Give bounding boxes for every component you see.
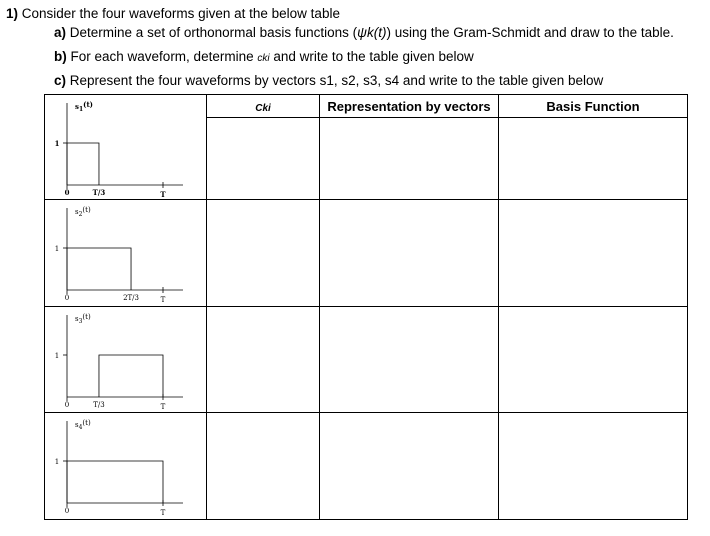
header-cki: Cki <box>207 95 320 118</box>
waveform-cell-3 <box>45 413 207 520</box>
part-a-text-after: ) using the Gram-Schmidt and draw to the table. <box>386 25 674 40</box>
y-axis-label: s1(t) <box>75 100 93 113</box>
waveform-plot <box>45 95 205 199</box>
part-b-label: b) <box>54 49 67 64</box>
basis-cell[interactable] <box>499 118 688 200</box>
part-a-symbol: ψk(t) <box>357 25 387 40</box>
pulse-line <box>99 355 163 397</box>
y-axis-label: s2(t) <box>75 206 91 218</box>
waveform-plot <box>45 413 205 518</box>
x-tick-label-zero: 0 <box>64 188 70 197</box>
part-a-label: a) <box>54 25 67 40</box>
representation-cell[interactable] <box>320 307 499 413</box>
basis-cell[interactable] <box>499 413 688 520</box>
question-intro <box>6 5 340 23</box>
x-tick-label-mid: T/3 <box>93 401 105 409</box>
x-tick-label-end: T <box>160 296 166 304</box>
x-tick-label-end: T <box>160 403 166 411</box>
y-tick-label-one: 1 <box>54 139 60 148</box>
part-b <box>54 48 474 68</box>
cki-cell[interactable] <box>207 200 320 307</box>
basis-cell[interactable] <box>499 200 688 307</box>
x-tick-label-zero: 0 <box>64 507 70 515</box>
cki-cell[interactable] <box>207 307 320 413</box>
y-tick-label-one: 1 <box>54 352 60 360</box>
part-c-text: Represent the four waveforms by vectors s1, s2, s3, s4 and write to the table given below <box>69 73 604 88</box>
x-tick-label-end: T <box>160 509 166 517</box>
table-header-row <box>45 95 688 118</box>
pulse-line <box>67 461 163 503</box>
x-tick-label-end: T <box>160 190 166 199</box>
pulse-line <box>67 143 99 185</box>
part-a-text-before: Determine a set of orthonormal basis functions ( <box>69 25 358 40</box>
y-axis-label: s4(t) <box>75 419 91 431</box>
table-row <box>45 200 688 307</box>
cki-cell[interactable] <box>207 413 320 520</box>
cki-cell[interactable] <box>207 118 320 200</box>
representation-cell[interactable] <box>320 413 499 520</box>
waveform-plot <box>45 307 205 412</box>
y-tick-label-one: 1 <box>54 245 60 253</box>
header-representation: Representation by vectors <box>320 95 499 118</box>
table-row <box>45 413 688 520</box>
part-a <box>54 24 674 42</box>
answer-table <box>44 94 688 520</box>
part-b-text-before: For each waveform, determine <box>70 49 254 64</box>
waveform-plot <box>45 200 205 305</box>
part-b-text-after: and write to the table given below <box>273 49 474 64</box>
part-c-label: c) <box>54 73 67 88</box>
y-axis-label: s3(t) <box>75 313 91 325</box>
x-tick-label-zero: 0 <box>64 401 70 409</box>
y-tick-label-one: 1 <box>54 458 60 466</box>
basis-cell[interactable] <box>499 307 688 413</box>
part-b-symbol: cki <box>257 53 270 64</box>
pulse-line <box>67 248 131 290</box>
representation-cell[interactable] <box>320 118 499 200</box>
waveform-cell-2 <box>45 307 207 413</box>
x-tick-label-mid: T/3 <box>92 188 106 197</box>
waveform-cell-1 <box>45 200 207 307</box>
question-number: 1) <box>6 6 19 21</box>
x-tick-label-mid: 2T/3 <box>123 294 140 302</box>
waveform-cell-0 <box>45 95 207 200</box>
header-basis: Basis Function <box>499 95 688 118</box>
representation-cell[interactable] <box>320 200 499 307</box>
part-c <box>54 72 603 90</box>
table-row <box>45 307 688 413</box>
question-intro-text: Consider the four waveforms given at the below table <box>21 6 340 21</box>
x-tick-label-zero: 0 <box>64 294 70 302</box>
